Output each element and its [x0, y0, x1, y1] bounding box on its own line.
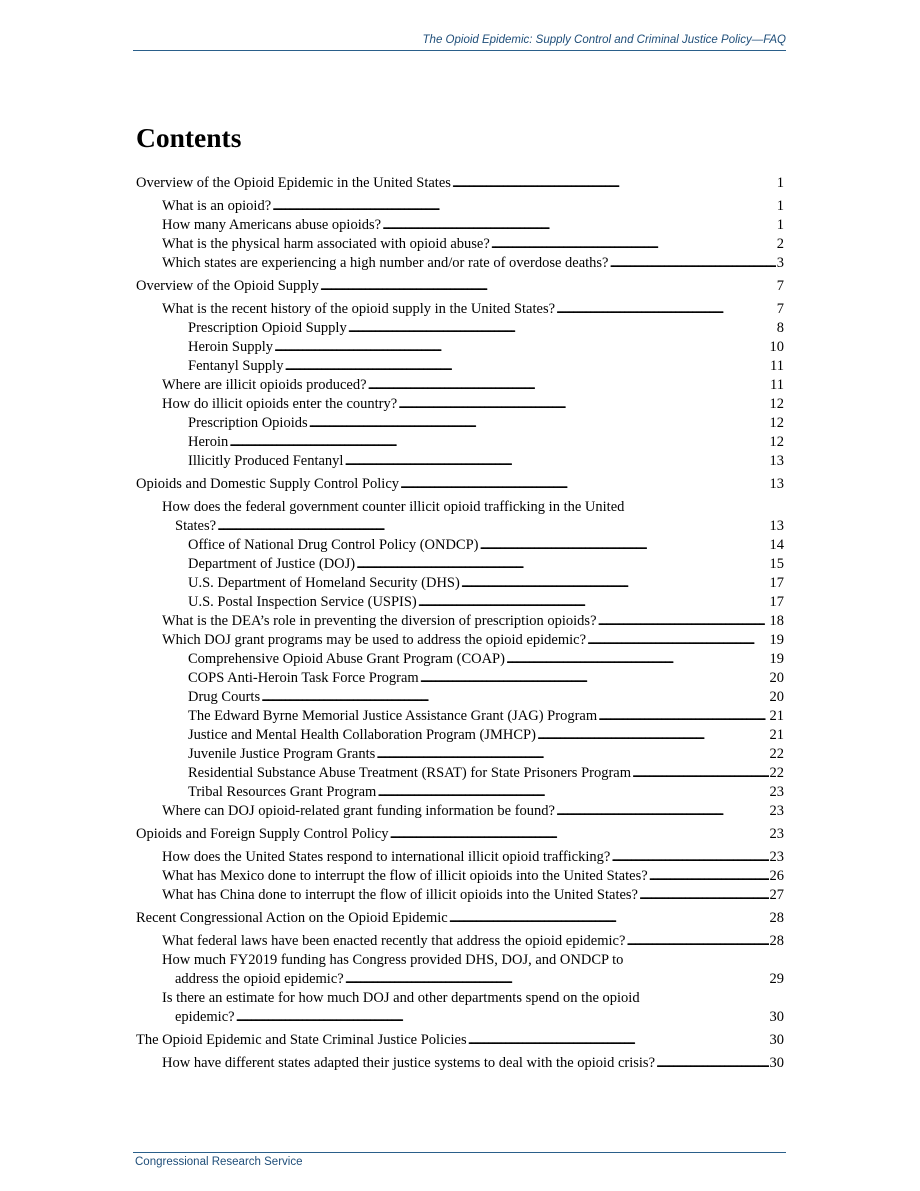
dot-leader [344, 452, 768, 471]
toc-entry-title: Opioids and Foreign Supply Control Policy [136, 826, 389, 842]
toc-entry[interactable] [136, 574, 784, 593]
toc-entry[interactable] [136, 867, 784, 886]
toc-entry-title: Justice and Mental Health Collaboration Program (JMHCP) [188, 727, 536, 743]
toc-entry[interactable] [136, 593, 784, 612]
toc-page-number: 1 [776, 217, 784, 233]
dot-leader [449, 909, 769, 928]
toc-entry-title: Prescription Opioids [188, 415, 308, 431]
dot-leader [587, 631, 768, 650]
toc-entry[interactable] [136, 848, 784, 867]
toc-entry-title: What federal laws have been enacted recently that address the opioid epidemic? [162, 933, 626, 949]
toc-page-number: 18 [769, 613, 784, 629]
toc-entry[interactable] [136, 357, 784, 376]
toc-entry-title: Which DOJ grant programs may be used to address the opioid epidemic? [162, 632, 587, 648]
toc-entry[interactable] [136, 498, 784, 536]
dot-leader [377, 783, 768, 802]
toc-page-number: 23 [769, 849, 784, 865]
dot-leader [217, 517, 768, 536]
toc-entry[interactable] [136, 433, 784, 452]
toc-page-number: 17 [769, 594, 784, 610]
toc-entry-title: Tribal Resources Grant Program [188, 784, 377, 800]
toc-entry-title-continuation: epidemic? [175, 1009, 235, 1025]
toc-entry[interactable] [136, 235, 784, 254]
toc-page-number: 15 [769, 556, 784, 572]
toc-page-number: 12 [769, 415, 784, 431]
toc-entry[interactable] [136, 909, 784, 928]
toc-page-number: 8 [776, 320, 784, 336]
toc-entry[interactable] [136, 1031, 784, 1050]
toc-page-number: 26 [769, 868, 784, 884]
toc-entry[interactable] [136, 216, 784, 235]
dot-leader [418, 593, 769, 612]
toc-page-number: 28 [769, 910, 784, 926]
footer [133, 1152, 786, 1168]
toc-entry-title: Juvenile Justice Program Grants [188, 746, 376, 762]
toc-entry-title: How have different states adapted their justice systems to deal with the opioid crisis? [162, 1055, 656, 1071]
dot-leader [598, 612, 769, 631]
toc-entry-title: How many Americans abuse opioids? [162, 217, 382, 233]
dot-leader [348, 319, 776, 338]
toc-entry-title: Where are illicit opioids produced? [162, 377, 367, 393]
toc-entry-title: Which states are experiencing a high number and/or rate of overdose deaths? [162, 255, 609, 271]
toc-entry-title: Prescription Opioid Supply [188, 320, 347, 336]
toc-page-number: 7 [776, 301, 784, 317]
dot-leader [400, 475, 768, 494]
dot-leader [274, 338, 769, 357]
dot-leader [656, 1054, 768, 1073]
toc-entry[interactable] [136, 300, 784, 319]
toc-entry-title: What is the recent history of the opioid supply in the United States? [162, 301, 556, 317]
toc-entry-title: How does the federal government counter illicit opioid trafficking in the United [162, 499, 625, 515]
toc-entry-title: Is there an estimate for how much DOJ and other departments spend on the opioid [162, 990, 640, 1006]
toc-page-number: 21 [769, 727, 784, 743]
toc-page-number: 13 [769, 476, 784, 492]
toc-page-number: 22 [769, 765, 784, 781]
dot-leader [320, 277, 776, 296]
dot-leader [376, 745, 768, 764]
toc-page-number: 23 [769, 826, 784, 842]
dot-leader [611, 848, 768, 867]
toc-entry-title: Department of Justice (DOJ) [188, 556, 356, 572]
toc-entry-title: The Edward Byrne Memorial Justice Assistance Grant (JAG) Program [188, 708, 598, 724]
toc-entry[interactable] [136, 338, 784, 357]
toc-entry[interactable] [136, 802, 784, 821]
dot-leader [382, 216, 776, 235]
toc-page-number: 20 [769, 689, 784, 705]
dot-leader [468, 1031, 769, 1050]
toc-entry[interactable] [136, 277, 784, 296]
dot-leader [261, 688, 768, 707]
toc-entry[interactable] [136, 764, 784, 783]
toc-entry[interactable] [136, 536, 784, 555]
dot-leader [610, 254, 776, 273]
toc-page-number: 30 [769, 1032, 784, 1048]
toc-entry[interactable] [136, 726, 784, 745]
dot-leader [398, 395, 768, 414]
toc-entry-title: What is an opioid? [162, 198, 272, 214]
toc-page-number: 23 [769, 784, 784, 800]
toc-entry-title: How do illicit opioids enter the country? [162, 396, 398, 412]
toc-entry[interactable] [136, 989, 784, 1027]
toc-entry[interactable] [136, 631, 784, 650]
toc-entry-title: Heroin [188, 434, 229, 450]
contents-heading: Contents [136, 122, 242, 153]
toc-page-number: 11 [770, 377, 784, 393]
dot-leader [537, 726, 769, 745]
toc-entry[interactable] [136, 555, 784, 574]
toc-entry-title: Drug Courts [188, 689, 261, 705]
toc-page-number: 12 [769, 434, 784, 450]
toc-entry-title: The Opioid Epidemic and State Criminal Justice Policies [136, 1032, 467, 1048]
toc-entry-title: Illicitly Produced Fentanyl [188, 453, 344, 469]
toc-entry[interactable] [136, 395, 784, 414]
toc-entry-title: Heroin Supply [188, 339, 273, 355]
toc-entry-title: Fentanyl Supply [188, 358, 284, 374]
toc-entry-title: Where can DOJ opioid-related grant funding information be found? [162, 803, 555, 819]
toc-entry-title-continuation: States? [175, 518, 217, 534]
dot-leader [356, 555, 768, 574]
dot-leader [626, 932, 768, 951]
toc-entry-title: What has China done to interrupt the flow of illicit opioids into the United States? [162, 887, 638, 903]
toc-page-number: 22 [769, 746, 784, 762]
toc-page-number: 27 [769, 887, 784, 903]
toc-page-number: 28 [769, 933, 784, 949]
toc-entry-title: COPS Anti-Heroin Task Force Program [188, 670, 419, 686]
toc-page-number: 23 [769, 803, 784, 819]
toc-entry[interactable] [136, 452, 784, 471]
toc-page-number: 7 [776, 278, 784, 294]
toc-page-number: 2 [776, 236, 784, 252]
toc-entry-title: Office of National Drug Control Policy (ONDCP) [188, 537, 479, 553]
dot-leader [491, 235, 776, 254]
dot-leader [556, 300, 776, 319]
toc-entry-title: How much FY2019 funding has Congress provided DHS, DOJ, and ONDCP to [162, 952, 624, 968]
dot-leader [506, 650, 769, 669]
toc-entry-title: Comprehensive Opioid Abuse Grant Program (COAP) [188, 651, 505, 667]
toc-entry-title: Overview of the Opioid Supply [136, 278, 319, 294]
toc-entry[interactable] [136, 475, 784, 494]
toc-page-number: 30 [769, 1009, 784, 1025]
toc-page-number: 20 [769, 670, 784, 686]
toc-page-number: 13 [769, 518, 784, 534]
toc-entry-title: U.S. Postal Inspection Service (USPIS) [188, 594, 417, 610]
toc-page-number: 21 [769, 708, 784, 724]
toc-entry[interactable] [136, 612, 784, 631]
toc-entry[interactable] [136, 174, 784, 193]
toc-entry[interactable] [136, 707, 784, 726]
toc-entry[interactable] [136, 197, 784, 216]
toc-page-number: 19 [769, 632, 784, 648]
header-title: The Opioid Epidemic: Supply Control and Criminal Justice Policy—FAQ [422, 34, 786, 46]
footer-text: Congressional Research Service [135, 1156, 303, 1168]
toc-page-number: 11 [770, 358, 784, 374]
toc-entry[interactable] [136, 376, 784, 395]
dot-leader [649, 867, 769, 886]
toc-entry[interactable] [136, 951, 784, 989]
toc-entry[interactable] [136, 1054, 784, 1073]
dot-leader [461, 574, 769, 593]
toc-entry[interactable] [136, 825, 784, 844]
dot-leader [480, 536, 769, 555]
dot-leader [598, 707, 768, 726]
dot-leader [229, 433, 768, 452]
toc-page-number: 17 [769, 575, 784, 591]
toc-entry[interactable] [136, 319, 784, 338]
toc-entry-title: Residential Substance Abuse Treatment (RSAT) for State Prisoners Program [188, 765, 632, 781]
dot-leader [284, 357, 769, 376]
toc-entry[interactable] [136, 669, 784, 688]
toc-page-number: 30 [769, 1055, 784, 1071]
toc-entry[interactable] [136, 650, 784, 669]
toc-entry[interactable] [136, 414, 784, 433]
toc-entry-title-continuation: address the opioid epidemic? [175, 971, 344, 987]
dot-leader [420, 669, 769, 688]
toc-entry-title: Recent Congressional Action on the Opioid Epidemic [136, 910, 448, 926]
toc-page-number: 29 [769, 971, 784, 987]
table-of-contents [136, 174, 784, 1073]
toc-page-number: 13 [769, 453, 784, 469]
toc-page-number: 14 [769, 537, 784, 553]
toc-entry-title: What is the physical harm associated with opioid abuse? [162, 236, 490, 252]
toc-entry-title: What has Mexico done to interrupt the flow of illicit opioids into the United States? [162, 868, 648, 884]
toc-page-number: 3 [776, 255, 784, 271]
toc-page-number: 1 [776, 198, 784, 214]
dot-leader [309, 414, 769, 433]
toc-entry[interactable] [136, 932, 784, 951]
toc-entry[interactable] [136, 688, 784, 707]
dot-leader [639, 886, 769, 905]
dot-leader [556, 802, 769, 821]
toc-page-number: 12 [769, 396, 784, 412]
dot-leader [272, 197, 776, 216]
toc-entry[interactable] [136, 783, 784, 802]
running-header [133, 30, 786, 51]
toc-page-number: 1 [776, 175, 784, 191]
toc-page-number: 10 [769, 339, 784, 355]
dot-leader [632, 764, 768, 783]
toc-page-number: 19 [769, 651, 784, 667]
dot-leader [390, 825, 769, 844]
toc-entry[interactable] [136, 745, 784, 764]
dot-leader [368, 376, 770, 395]
toc-entry[interactable] [136, 254, 784, 273]
toc-entry-title: Opioids and Domestic Supply Control Policy [136, 476, 400, 492]
dot-leader [345, 970, 769, 989]
toc-entry-title: What is the DEA’s role in preventing the diversion of prescription opioids? [162, 613, 597, 629]
toc-entry[interactable] [136, 886, 784, 905]
toc-entry-title: How does the United States respond to international illicit opioid trafficking? [162, 849, 611, 865]
toc-entry-title: U.S. Department of Homeland Security (DHS) [188, 575, 460, 591]
dot-leader [452, 174, 776, 193]
toc-entry-title: Overview of the Opioid Epidemic in the United States [136, 175, 451, 191]
dot-leader [236, 1008, 769, 1027]
